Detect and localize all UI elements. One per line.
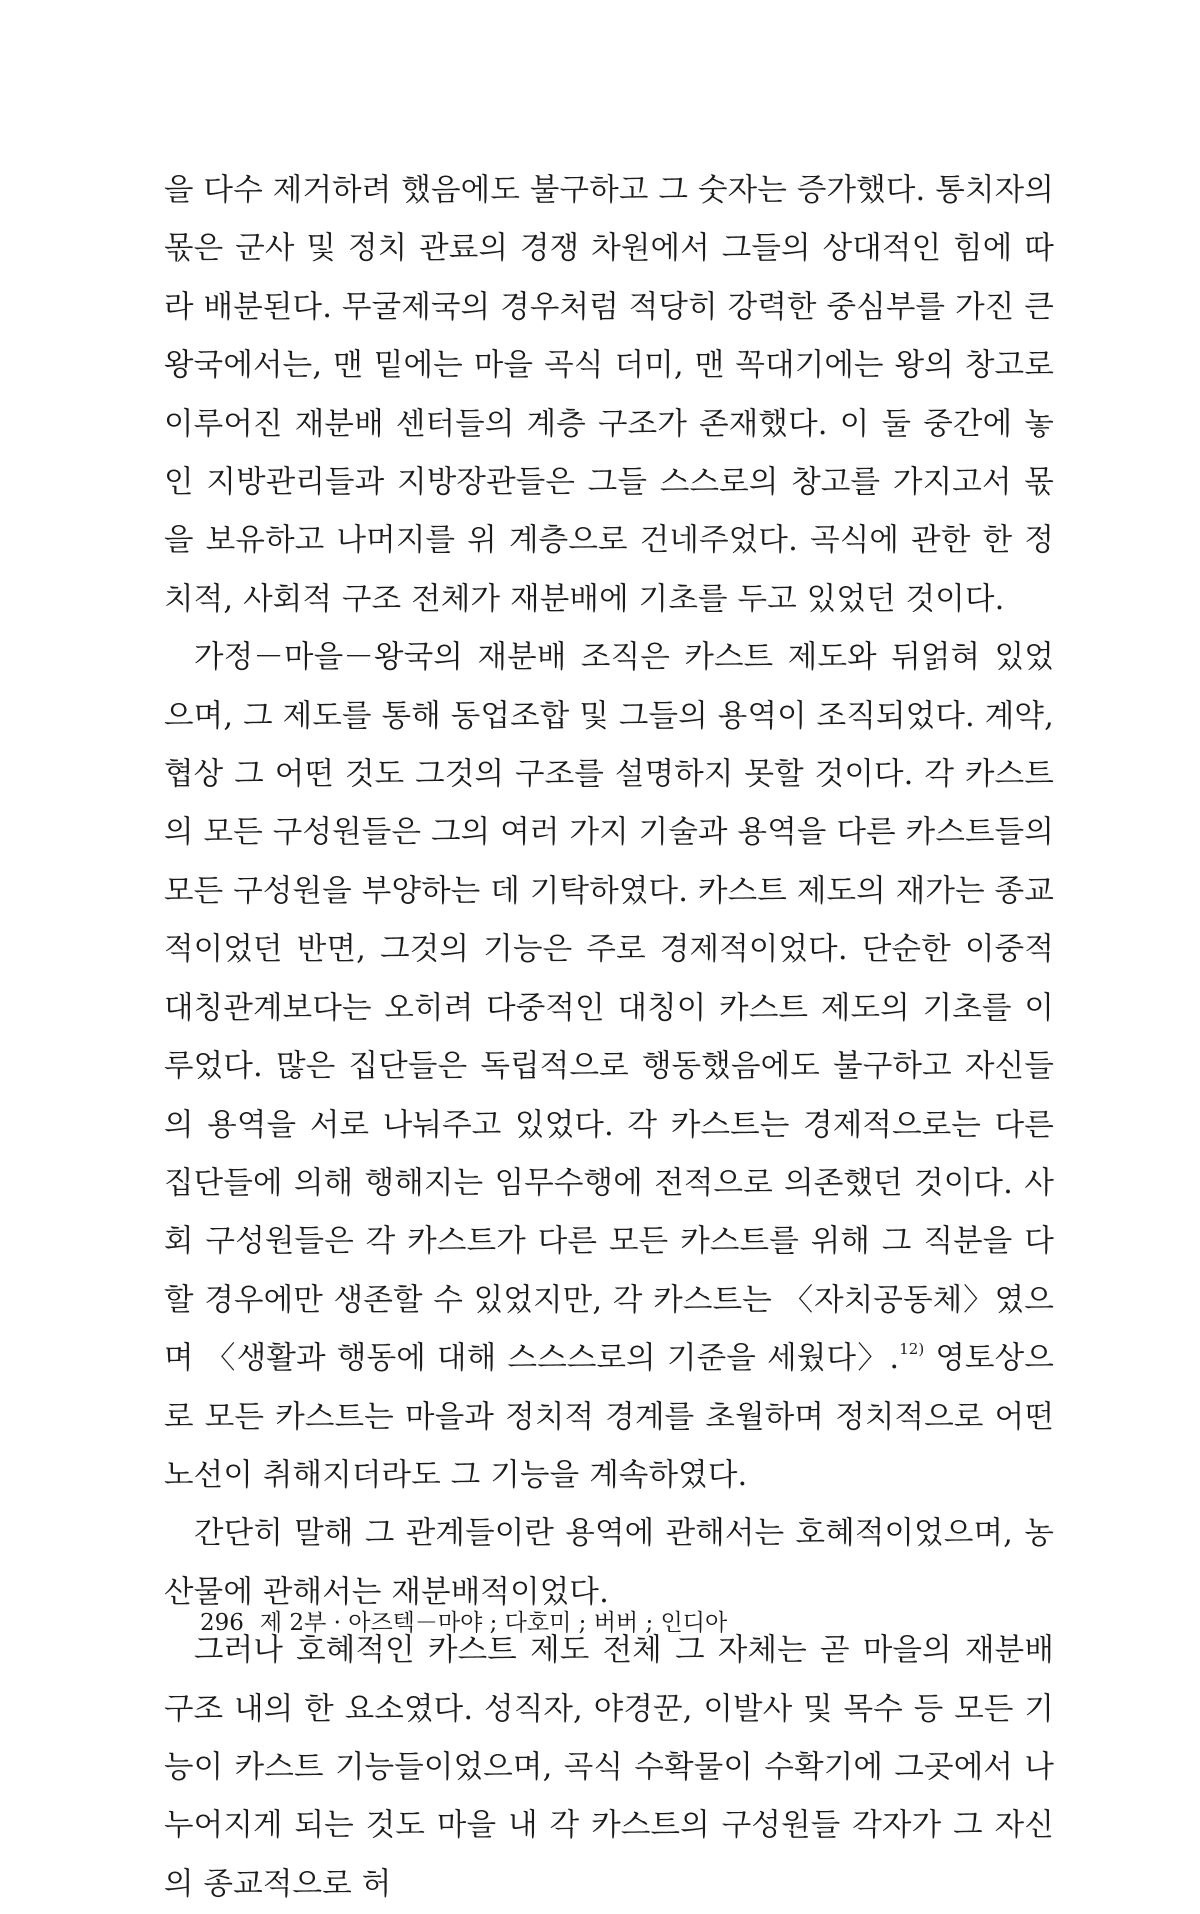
footnote-reference[interactable]: 12) xyxy=(899,1340,925,1359)
paragraph-1: 을 다수 제거하려 했음에도 불구하고 그 숫자는 증가했다. 통치자의 몫은 군사 및 정치 관료의 경쟁 차원에서 그들의 상대적인 힘에 따라 배분된다. 무굴제국의 경우처럼 적당히 강력한 중심부를 가진 큰 왕국에서는, 맨 밑에는 마을 곡식 더미, 맨 꼭대기에는 왕의 창고로 이루어진 재분배 센터들의 계층 구조가 존재했다. 이 둘 중간에 놓인 지방관리들과 지방장관들은 그들 스스로의 창고를 가지고서 몫을 보유하고 나머지를 위 계층으로 건네주었다. 곡식에 관한 한 정치적, 사회적 구조 전체가 재분배에 기초를 두고 있었던 것이다. xyxy=(164,173,1054,617)
page-footer xyxy=(200,1604,727,1637)
running-title: 제 2부 · 아즈텍－마야 ; 다호미 ; 버버 ; 인디아 xyxy=(259,1610,728,1636)
page-number: 296 xyxy=(200,1610,244,1636)
paragraph-2 xyxy=(164,629,1054,1505)
paragraph-4: 그러나 호혜적인 카스트 제도 전체 그 자체는 곧 마을의 재분배 구조 내의 한 요소였다. 성직자, 야경꾼, 이발사 및 목수 등 모든 기능이 카스트 기능들이었으며, 곡식 수확물이 수확기에 그곳에서 나누어지게 되는 것도 마을 내 각 카스트의 구성원들 각자가 그 자신의 종교적으로 허 xyxy=(164,1633,1054,1902)
paragraph-2-text: 가정－마을－왕국의 재분배 조직은 카스트 제도와 뒤얽혀 있었으며, 그 제도를 통해 동업조합 및 그들의 용역이 조직되었다. 계약, 협상 그 어떤 것도 그것의 구조를 설명하지 못할 것이다. 각 카스트의 모든 구성원들은 그의 여러 가지 기술과 용역을 다른 카스트들의 모든 구성원을 부양하는 데 기탁하였다. 카스트 제도의 재가는 종교적이었던 반면, 그것의 기능은 주로 경제적이었다. 단순한 이중적 대칭관계보다는 오히려 다중적인 대칭이 카스트 제도의 기초를 이루었다. 많은 집단들은 독립적으로 행동했음에도 불구하고 자신들의 용역을 서로 나눠주고 있었다. 각 카스트는 경제적으로는 다른 집단들에 의해 행해지는 임무수행에 전적으로 의존했던 것이다. 사회 구성원들은 각 카스트가 다른 모든 카스트를 위해 그 직분을 다할 경우에만 생존할 수 있었지만, 각 카스트는 〈자치공동체〉였으며 〈생활과 행동에 대해 스스스로의 기준을 세웠다〉. xyxy=(164,640,1054,1377)
paragraph-3: 간단히 말해 그 관계들이란 용역에 관해서는 호혜적이었으며, 농산물에 관해서는 재분배적이었다. xyxy=(164,1516,1054,1610)
paragraph-2-text-continued: 영토상으로 모든 카스트는 마을과 정치적 경계를 초월하며 정치적으로 어떤 노선이 취해지더라도 그 기능을 계속하였다. xyxy=(164,1341,1054,1493)
body-text xyxy=(164,162,1054,1914)
